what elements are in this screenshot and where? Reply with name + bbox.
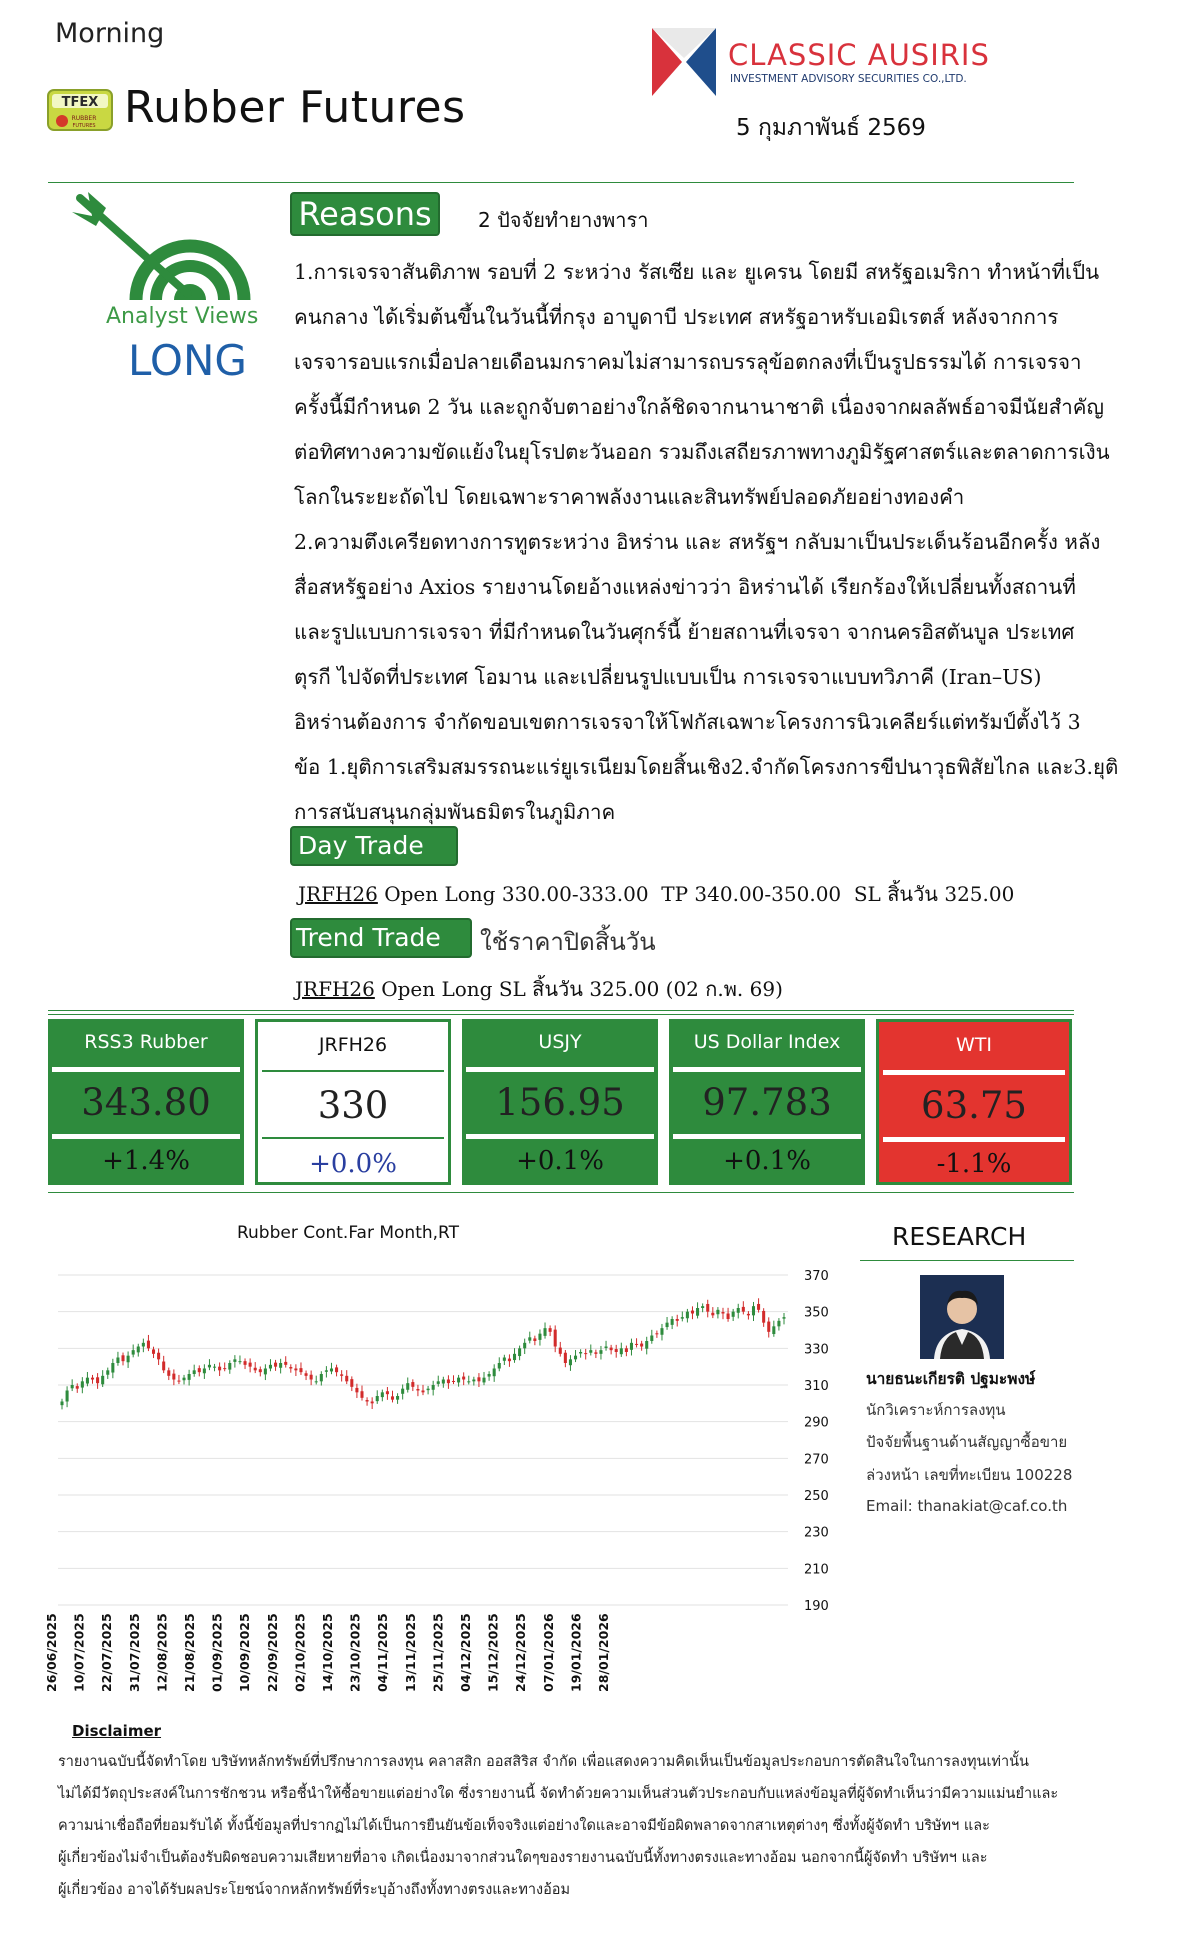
analyst-email[interactable]: Email: thanakiat@caf.co.th [866,1497,1068,1515]
x-tick-label: 19/01/2026 [568,1613,584,1692]
x-tick-label: 31/07/2025 [126,1613,142,1692]
candle [559,1348,562,1354]
candle [254,1368,257,1371]
candle [177,1381,180,1382]
candle [752,1306,755,1315]
candle [381,1392,384,1397]
candle [421,1391,424,1393]
rubber-price-chart [44,1200,858,1700]
chart-candles [60,1298,785,1409]
candle [538,1334,541,1340]
candle [167,1370,170,1376]
card-price: 330 [317,1084,389,1127]
research-title: RESEARCH [892,1222,1027,1251]
tfex-rubber-logo [46,88,116,132]
day-trade-tag: Day Trade [290,826,458,866]
trend-trade-text: Open Long SL สิ้นวัน 325.00 (02 ก.พ. 69) [374,977,783,1001]
candle [482,1378,485,1383]
card-change: +0.1% [516,1146,604,1176]
candle [554,1330,557,1347]
candle [76,1386,79,1389]
x-tick-label: 10/09/2025 [237,1613,253,1692]
y-tick-label: 290 [804,1415,829,1431]
divider [262,1070,444,1072]
price-card-usjy [462,1019,658,1185]
analyst-name: นายธนะเกียรติ ปฐมะพงษ์ [866,1370,1036,1388]
x-tick-label: 23/10/2025 [347,1613,363,1692]
candle [432,1385,435,1390]
candle [549,1328,552,1332]
card-name: US Dollar Index [693,1031,841,1053]
candle [544,1328,547,1336]
reason-line: ครั้งนี้มีกำหนด 2 วัน และถูกจับตาอย่างใกล้ชิดจากนานาชาติ เนื่องจากผลลัพธ์อาจมีนัยสำคัญ [294,395,1104,419]
candle [294,1369,297,1371]
svg-text:FUTURES: FUTURES [72,123,96,129]
chart-title: Rubber Cont.Far Month,RT [236,1223,460,1243]
divider [48,1014,1074,1015]
candle [569,1359,572,1365]
divider [883,1137,1065,1142]
candle [696,1308,699,1316]
x-tick-label: 14/10/2025 [320,1613,335,1692]
y-tick-label: 310 [804,1379,829,1394]
candle [727,1314,730,1320]
candle [676,1319,679,1321]
candle [188,1374,191,1380]
candle [462,1377,465,1380]
y-tick-label: 190 [804,1599,829,1614]
analyst-views-label: Analyst Views [106,304,259,329]
candle [762,1311,765,1323]
candle [747,1314,750,1315]
candle [142,1343,145,1347]
candle [493,1369,496,1377]
card-name: RSS3 Rubber [84,1031,208,1053]
candle [467,1381,470,1382]
svg-text:RUBBER: RUBBER [71,115,97,122]
price-card-rss3 [48,1019,244,1185]
divider [48,1192,1074,1193]
disclaimer-line: ความน่าเชื่อถือที่ยอมรับได้ ทั้งนี้ข้อมูลที่ปรากฏไม่ได้เป็นการยืนยันข้อเท็จจริงแต่อย่างใดและอาจมีข้อผิดพลาดจากสาเหตุต่างๆ ซึ่งทั้งผู้จัดทำ บริษัทฯ และ [58,1818,990,1834]
candle [442,1380,445,1384]
x-tick-label: 26/06/2025 [44,1613,59,1692]
candle [757,1304,760,1310]
card-change: -1.1% [936,1149,1012,1179]
divider [52,1134,240,1139]
candle [701,1306,704,1308]
candle [610,1348,613,1351]
y-tick-label: 230 [804,1525,829,1541]
candle [437,1381,440,1384]
candle [350,1379,353,1387]
x-tick-label: 24/12/2025 [513,1613,529,1692]
candle [71,1385,74,1388]
y-tick-label: 270 [804,1452,829,1468]
page-title: Rubber Futures [124,82,466,133]
candle [666,1323,669,1327]
candle [127,1356,130,1363]
card-price: 63.75 [921,1084,1027,1127]
candle [233,1359,236,1362]
candle [60,1402,63,1406]
y-tick-label: 250 [804,1489,829,1504]
candle [686,1312,689,1319]
candle [340,1374,343,1375]
candle [86,1378,89,1384]
trend-trade-note: ใช้ราคาปิดสิ้นวัน [480,928,656,956]
candle [528,1337,531,1340]
candle [157,1353,160,1360]
analyst-license: ปัจจัยพื้นฐานด้านสัญญาซื้อขาย [866,1433,1068,1451]
trend-trade-tag: Trend Trade [290,918,472,958]
candle [513,1354,516,1360]
candle [711,1313,714,1316]
reason-line: สื่อสหรัฐอย่าง Axios รายงานโดยอ้างแหล่งข่าวว่า อิหร่านได้ เรียกร้องให้เปลี่ยนทั้งสถานที่ [294,575,1076,599]
card-name: WTI [956,1034,992,1056]
divider [262,1137,444,1139]
x-tick-label: 22/07/2025 [99,1613,115,1692]
divider [466,1134,654,1139]
x-tick-label: 25/11/2025 [430,1613,446,1692]
disclaimer-line: ไม่ได้มีวัตถุประสงค์ในการชักชวน หรือชี้นำให้ซื้อขายแต่อย่างใด ซึ่งรายงานนี้ จัดทำด้วยความเห็นส่วนตัวประกอบกับแหล่งข้อมูลที่ผู้จัดทำเห็นว่ามีความแม่นยำและ [58,1786,1059,1802]
candle [299,1368,302,1372]
candle [315,1381,318,1382]
candle [630,1343,633,1350]
candle [111,1363,114,1373]
candle [472,1380,475,1382]
reason-line: ตุรกี ไปจัดที่ประเทศ โอมาน และเปลี่ยนรูปแบบเป็น การเจรจาแบบทวิภาคี (Iran–US) [294,665,1042,689]
divider [466,1067,654,1072]
candle [183,1378,186,1381]
divider [673,1134,861,1139]
candle [584,1353,587,1354]
chart-y-axis [804,1269,829,1614]
candle [391,1396,394,1399]
reasons-tag: Reasons [290,192,440,236]
reason-line: และรูปแบบการเจรจา ที่มีกำหนดในวันศุกร์นี้ ย้ายสถานที่เจรจา จากนครอิสตันบูล ประเทศ [294,620,1075,644]
y-tick-label: 350 [804,1305,829,1321]
card-change: +1.4% [102,1146,190,1176]
candle [416,1389,419,1390]
target-dart-icon [70,190,250,320]
candle [564,1353,567,1363]
candle [782,1317,785,1318]
candle [427,1389,430,1390]
candle [671,1319,674,1325]
candle [503,1358,506,1361]
candle [238,1361,241,1362]
reason-line: ต่อทิศทางความขัดแย้งในยุโรปตะวันออก รวมถึงเสถียรภาพทางภูมิรัฐศาสตร์และตลาดการเงิน [294,440,1110,464]
divider [673,1067,861,1072]
x-tick-label: 07/01/2026 [540,1613,556,1692]
candle [645,1341,648,1349]
candle [193,1370,196,1374]
x-tick-label: 04/11/2025 [375,1613,391,1692]
candle [132,1350,135,1354]
candle [228,1363,231,1370]
candle [401,1389,404,1394]
card-price: 156.95 [495,1081,625,1124]
candle [244,1361,247,1365]
candle [620,1348,623,1354]
disclaimer-line: ผู้เกี่ยวข้อง อาจได้รับผลประโยชน์จากหลักทรัพย์ที่ระบุอ้างถึงทั้งทางตรงและทางอ้อม [58,1882,571,1898]
x-tick-label: 22/09/2025 [264,1613,280,1692]
candle [259,1369,262,1372]
x-tick-label: 28/01/2026 [596,1613,611,1692]
candle [411,1382,414,1387]
candle [777,1321,780,1327]
candle [335,1367,338,1372]
divider [48,182,1074,183]
candle [289,1367,292,1368]
trend-trade-symbol: JRFH26 [295,977,375,1001]
divider [48,1010,1074,1011]
candle [732,1312,735,1317]
candle [716,1310,719,1314]
analyst-avatar [920,1275,1004,1359]
candle [742,1307,745,1312]
candle [681,1317,684,1318]
candle [594,1352,597,1353]
analyst-view-value: LONG [128,336,247,385]
card-name: JRFH26 [318,1034,388,1056]
analyst-role: นักวิเคราะห์การลงทุน [866,1401,1006,1419]
candle [589,1350,592,1353]
candle [396,1396,399,1400]
candle [81,1381,84,1387]
candle [615,1349,618,1352]
candle [371,1402,374,1404]
candle [91,1378,94,1380]
candle [523,1343,526,1349]
day-trade-symbol: JRFH26 [298,882,378,906]
y-tick-label: 330 [804,1342,829,1358]
chart-grid [58,1275,788,1605]
candle [305,1373,308,1376]
card-change: +0.1% [723,1146,811,1176]
disclaimer-line: รายงานฉบับนี้จัดทำโดย บริษัทหลักทรัพย์ที่ปรึกษาการลงทุน คลาสสิก ออสสิริส จำกัด เพื่อแสดงความคิดเห็นเป็นข้อมูลประกอบการตัดสินใจในการลงทุนเท่านั้น [58,1754,1029,1770]
candle [533,1338,536,1341]
candle [508,1359,511,1362]
x-tick-label: 12/08/2025 [154,1613,170,1692]
y-tick-label: 210 [804,1562,829,1578]
price-card-jrfh26 [255,1019,451,1185]
disclaimer-title: Disclaimer [72,1722,162,1740]
candle [274,1363,277,1367]
candle [650,1336,653,1342]
candle [330,1369,333,1372]
analyst-license-number: ล่วงหน้า เลขที่ทะเบียน 100228 [866,1466,1073,1484]
candle [579,1352,582,1353]
candle [147,1341,150,1349]
candle [269,1365,272,1369]
reason-line: ข้อ 1.ยุติการเสริมสมรรถนะแร่ยูเรเนียมโดยสิ้นเชิง2.จำกัดโครงการขีปนาวุธพิสัยไกล และ3.ยุติ [294,755,1119,779]
candle [605,1347,608,1348]
x-tick-label: 13/11/2025 [402,1613,418,1692]
divider [883,1070,1065,1075]
disclaimer-body [58,1746,1088,1906]
reason-line: คนกลาง ได้เริ่มต้นขึ้นในวันนี้ที่กรุง อาบูดาบี ประเทศ สหรัฐอาหรับเอมิเรตส์ หลังจากการ [294,305,1059,329]
classic-ausiris-logo [652,28,716,96]
candle [162,1362,165,1371]
price-card-wti [876,1019,1072,1185]
candle [706,1304,709,1312]
candle [376,1396,379,1401]
candle [660,1328,663,1335]
candle [198,1368,201,1372]
divider [52,1067,240,1072]
candle [355,1388,358,1392]
candle [625,1348,628,1352]
reason-line: เจรจารอบแรกเมื่อปลายเดือนมกราคมไม่สามารถบรรลุข้อตกลงที่เป็นรูปธรรมได้ การเจรจา [294,350,1082,374]
divider [860,1260,1074,1261]
candle [691,1311,694,1314]
svg-text:TFEX: TFEX [61,95,99,110]
candle [66,1391,69,1402]
card-change: +0.0% [309,1149,397,1179]
reason-line: โลกในระยะถัดไป โดยเฉพาะราคาพลังงานและสินทรัพย์ปลอดภัยอย่างทองคำ [294,485,965,509]
x-tick-label: 10/07/2025 [71,1613,87,1692]
x-tick-label: 21/08/2025 [182,1613,197,1692]
candle [320,1374,323,1381]
x-tick-label: 04/12/2025 [458,1613,473,1692]
chart-x-axis [44,1613,611,1692]
reasons-body [294,250,1152,835]
x-tick-label: 15/12/2025 [485,1613,501,1692]
card-price: 343.80 [81,1081,211,1124]
candle [152,1349,155,1353]
candle [218,1367,221,1371]
candle [640,1344,643,1347]
y-tick-label: 370 [804,1269,829,1284]
candle [406,1383,409,1390]
candle [599,1350,602,1354]
day-trade-text: Open Long 330.00-333.00 TP 340.00-350.00 SL สิ้นวัน 325.00 [377,882,1015,906]
candle [386,1391,389,1394]
candle [101,1376,104,1384]
candle [96,1377,99,1383]
candle [223,1368,226,1369]
candle [137,1347,140,1353]
x-tick-label: 02/10/2025 [292,1613,308,1692]
candle [213,1367,216,1368]
candle [488,1374,491,1377]
x-tick-label: 01/09/2025 [209,1613,225,1692]
candle [106,1370,109,1374]
candle [447,1380,450,1384]
candle [574,1356,577,1360]
candle [737,1308,740,1313]
candle [360,1391,363,1398]
candle [772,1326,775,1334]
reason-line: การสนับสนุนกลุ่มพันธมิตรในภูมิภาค [294,800,616,824]
candle [172,1374,175,1380]
trend-trade-recommendation [295,973,783,1005]
price-card-dxy [669,1019,865,1185]
candle [366,1400,369,1401]
candle [116,1358,119,1364]
candle [655,1333,658,1334]
candle [457,1378,460,1383]
reason-line: อิหร่านต้องการ จำกัดขอบเขตการเจรจาให้โฟกัสเฉพาะโครงการนิวเคลียร์แต่ทรัมป์ตั้งไว้ 3 [294,710,1081,734]
reason-line: 1.การเจรจาสันติภาพ รอบที่ 2 ระหว่าง รัสเซีย และ ยูเครน โดยมี สหรัฐอเมริกา ทำหน้าที่เป็น [294,260,1100,284]
candle [208,1365,211,1368]
candle [477,1377,480,1381]
reason-line: 2.ความตึงเครียดทางการทูตระหว่าง อิหร่าน และ สหรัฐฯ กลับมาเป็นประเด็นร้อนอีกครั้ง หลัง [294,530,1101,554]
candle [264,1369,267,1375]
candle [249,1363,252,1367]
candle [203,1369,206,1374]
candle [767,1322,770,1332]
candle [345,1376,348,1382]
brand-subtitle: INVESTMENT ADVISORY SECURITIES CO.,LTD. [730,73,967,85]
brand-name: CLASSIC AUSIRIS [728,38,990,72]
session-label: Morning [55,18,165,49]
candle [498,1363,501,1369]
candle [284,1362,287,1365]
disclaimer-line: ผู้เกี่ยวข้องไม่จำเป็นต้องรับผิดชอบความเสียหายที่อาจ เกิดเนื่องมาจากส่วนใดๆของรายงานฉบับนี้ทั้งทางตรงและทางอ้อม นอกจากนี้ผู้จัดทำ บริษัทฯ และ [58,1850,988,1866]
card-price: 97.783 [702,1081,832,1124]
candle [325,1370,328,1371]
report-date: 5 กุมภาพันธ์ 2569 [736,115,926,141]
day-trade-recommendation [298,878,1014,910]
candle [279,1363,282,1368]
candle [635,1344,638,1345]
candle [721,1312,724,1313]
card-name: USJY [538,1031,582,1053]
candle [310,1375,313,1380]
reasons-subtitle: 2 ปัจจัยทำยางพารา [478,208,649,232]
candle [452,1381,455,1382]
candle [121,1355,124,1361]
candle [518,1348,521,1356]
